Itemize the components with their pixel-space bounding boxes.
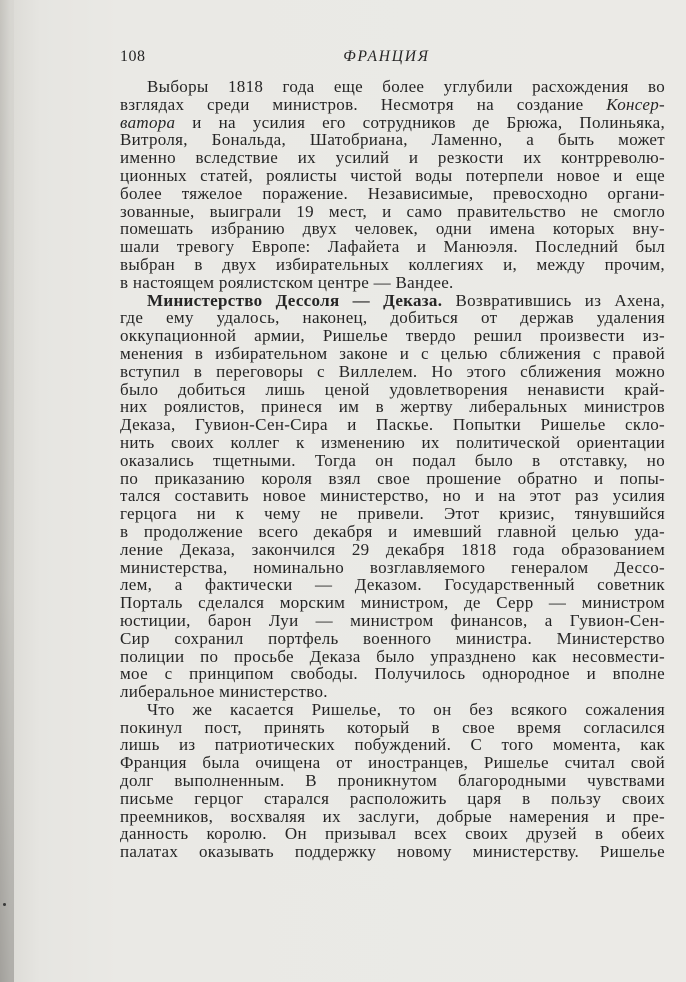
text-segment: и на усилия его сотрудников де Брюжа, Полиньяка, — [175, 112, 665, 132]
text-line: Что же касается Ришелье, то он без всякого сожаления — [147, 699, 665, 719]
text-line: оказались тщетными. Тогда он подал было в отставку, но — [120, 450, 665, 470]
text-line: долг выполненным. В проникнутом благородными чувствами — [120, 771, 665, 791]
text-line: ционных статей, роялисты чистой воды потерпели новое и еще — [120, 165, 665, 185]
text-line: где ему удалось, наконец, добиться от держав удаления — [120, 308, 665, 328]
text-line: нить своих коллег к изменению их политической ориентации — [120, 432, 665, 452]
text-line — [120, 292, 665, 310]
text-line: письме герцог старался расположить царя в пользу своих — [120, 788, 665, 808]
text-line: мое с принципом свободы. Получилось однородное и вполне — [120, 664, 665, 684]
running-title: ФРАНЦИЯ — [343, 48, 430, 65]
text-line: именно вследствие их усилий и резкости их контрреволю- — [120, 148, 665, 168]
text-line: было добиться лишь ценой удовлетворения ненависти край- — [120, 379, 665, 399]
scan-speck — [3, 903, 6, 906]
text-line: Франция была очищена от иностранцев, Ришелье считал свой — [120, 753, 665, 773]
text-line: оккупационной армии, Ришелье твердо решил произвести из- — [120, 326, 665, 346]
text-line: Деказа, Гувион-Сен-Сира и Паскье. Попытки Ришелье скло- — [120, 415, 665, 435]
text-line: Витроля, Бональда, Шатобриана, Ламенно, а быть может — [120, 130, 665, 150]
text-line: либеральное министерство. — [120, 682, 328, 702]
text-line: в настоящем роялистском центре — Вандее. — [120, 272, 454, 292]
text-line: министерства, номинально возглавляемого генералом Дессо- — [120, 557, 665, 577]
paragraph — [120, 292, 665, 701]
text-line: менения в избирательном законе и с целью сближения с правой — [120, 343, 665, 363]
text-line: полиции по просьбе Деказа было упразднено как несовмести- — [120, 646, 665, 666]
text-line: Сир сохранил портфель военного министра. Министерство — [120, 628, 665, 648]
text-line: преемников, восхваляя их заслуги, добрые намерения и пре- — [120, 806, 665, 826]
italic-title: Консер- — [606, 94, 665, 114]
text-line — [120, 96, 665, 114]
text-line: Выборы 1818 года еще более углубили расхождения во — [147, 77, 665, 96]
text-line: вступил в переговоры с Виллелем. Но этого сближения можно — [120, 361, 665, 381]
text-line: выбран в двух избирательных коллегиях и, между прочим, — [120, 254, 665, 274]
text-line: палатах оказывать поддержку новому министерству. Ришелье — [120, 842, 665, 862]
text-line: более тяжелое поражение. Независимые, превосходно органи- — [120, 183, 665, 203]
text-line: шали тревогу Европе: Лафайета и Манюэля. Последний был — [120, 237, 665, 257]
text-line: герцога ни к чему не привели. Этот кризис, тянувшийся — [120, 504, 665, 524]
text-line: лем, а фактически — Деказом. Государственный советник — [120, 575, 665, 595]
text-line: покинул пост, принять который в свое время согласился — [120, 717, 665, 737]
page-edge-shadow — [0, 0, 14, 982]
text-line: ление Деказа, закончился 29 декабря 1818 года образованием — [120, 539, 665, 559]
text-segment: Возвратившись из Ахена, — [442, 290, 665, 310]
page-number: 108 — [120, 48, 146, 65]
text-segment: взглядах среди министров. Несмотря на создание — [120, 94, 607, 114]
section-heading: Министерство Дессоля — Деказа. — [147, 290, 443, 310]
paragraph — [120, 78, 665, 292]
text-line — [120, 114, 665, 132]
text-line: них роялистов, принеся им в жертву либеральных министров — [120, 397, 665, 417]
text-line: юстиции, барон Луи — министром финансов, а Гувион-Сен- — [120, 610, 665, 630]
text-line: помешать избранию двух человек, одни имена которых вну- — [120, 219, 665, 239]
text-line: по приказанию короля взял свое прошение обратно и попы- — [120, 468, 665, 488]
text-line: Порталь сделался морским министром, де Серр — министром — [120, 593, 665, 613]
body-text — [120, 78, 665, 861]
text-line: лишь из патриотических побуждений. С того момента, как — [120, 735, 665, 755]
text-line: тался составить новое министерство, но и на этот раз усилия — [120, 486, 665, 506]
italic-title: ватора — [120, 112, 176, 132]
text-line: зованные, выиграли 19 мест, и само правительство не смогло — [120, 201, 665, 221]
text-line: в продолжение всего декабря и имевший главной целью уда- — [120, 521, 665, 541]
paragraph — [120, 701, 665, 861]
text-line: данность королю. Он призывал всех своих друзей в обеих — [120, 824, 665, 844]
